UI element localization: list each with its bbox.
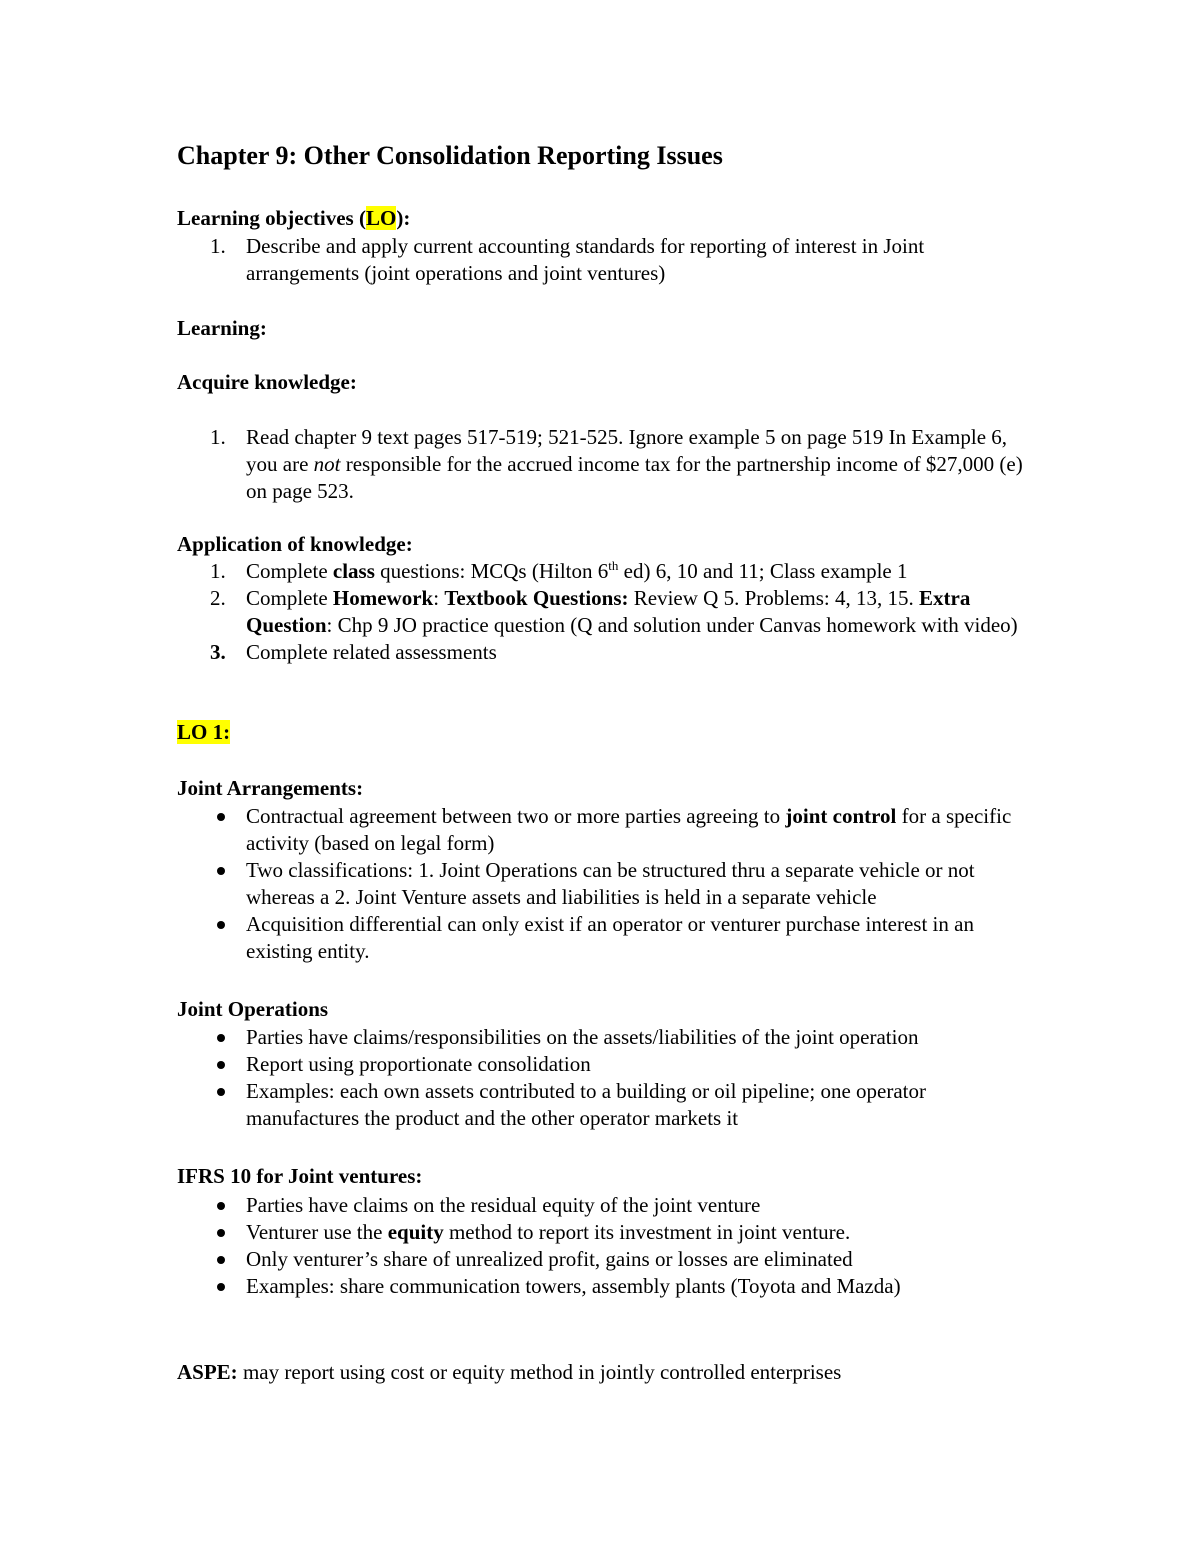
list-item: Only venturer’s share of unrealized profit, gains or losses are eliminated bbox=[177, 1246, 1037, 1273]
bullet-icon bbox=[217, 1256, 225, 1264]
joint-operations-list bbox=[177, 1024, 1037, 1132]
lo1-heading: LO 1: bbox=[177, 720, 231, 744]
bullet-icon bbox=[217, 1088, 225, 1096]
ifrs-joint-ventures-heading: IFRS 10 for Joint ventures: bbox=[177, 1164, 423, 1188]
learning-objectives-heading: Learning objectives (LO): bbox=[177, 206, 411, 230]
aspe-note: ASPE: may report using cost or equity method in jointly controlled enterprises bbox=[177, 1360, 842, 1384]
list-item: Parties have claims/responsibilities on the assets/liabilities of the joint operation bbox=[177, 1024, 1037, 1051]
list-item: Venturer use the equity method to report its investment in joint venture. bbox=[177, 1219, 1037, 1246]
list-item: Contractual agreement between two or more parties agreeing to joint control for a specific activity (based on legal form) bbox=[177, 803, 1037, 857]
joint-operations-heading: Joint Operations bbox=[177, 997, 329, 1021]
bullet-icon bbox=[217, 1229, 225, 1237]
acquire-knowledge-heading: Acquire knowledge: bbox=[177, 370, 357, 394]
list-item: 3. Complete related assessments bbox=[210, 640, 497, 664]
list-item: 1. Complete class questions: MCQs (Hilton 6th ed) 6, 10 and 11; Class example 1 bbox=[210, 558, 908, 583]
list-item: Examples: share communication towers, assembly plants (Toyota and Mazda) bbox=[177, 1273, 1037, 1300]
application-knowledge-heading: Application of knowledge: bbox=[177, 532, 413, 556]
joint-arrangements-list bbox=[177, 803, 1037, 965]
acquire-knowledge-list bbox=[177, 424, 1037, 505]
bullet-icon bbox=[217, 813, 225, 821]
ifrs-joint-ventures-list bbox=[177, 1192, 1037, 1300]
bullet-icon bbox=[217, 921, 225, 929]
learning-heading: Learning: bbox=[177, 316, 267, 340]
bullet-icon bbox=[217, 1034, 225, 1042]
list-item: Two classifications: 1. Joint Operations can be structured thru a separate vehicle or not whereas a 2. Joint Venture assets and liabilities is held in a separate vehicle bbox=[177, 857, 1037, 911]
bullet-icon bbox=[217, 1283, 225, 1291]
bullet-icon bbox=[217, 1061, 225, 1069]
list-item: Parties have claims on the residual equity of the joint venture bbox=[177, 1192, 1037, 1219]
page-title: Chapter 9: Other Consolidation Reporting Issues bbox=[177, 141, 723, 170]
list-item: Acquisition differential can only exist if an operator or venturer purchase interest in an existing entity. bbox=[177, 911, 1037, 965]
list-item: 1. Read chapter 9 text pages 517-519; 521-525. Ignore example 5 on page 519 In Example 6, you are not responsible for the accrued income tax for the partnership income of $27,000 (e) on page 523. bbox=[210, 425, 1023, 503]
list-item: Examples: each own assets contributed to a building or oil pipeline; one operator manufactures the product and the other operator markets it bbox=[177, 1078, 1037, 1132]
bullet-icon bbox=[217, 1202, 225, 1210]
list-item: 2. Complete Homework: Textbook Questions: Review Q 5. Problems: 4, 13, 15. Extra Question: Chp 9 JO practice question (Q and solution under Canvas homework with video) bbox=[210, 586, 1018, 637]
list-item: Report using proportionate consolidation bbox=[177, 1051, 1037, 1078]
bullet-icon bbox=[217, 867, 225, 875]
list-item: 1. Describe and apply current accounting standards for reporting of interest in Joint arrangements (joint operations and joint ventures) bbox=[210, 234, 925, 285]
joint-arrangements-heading: Joint Arrangements: bbox=[177, 776, 364, 800]
learning-objectives-list bbox=[177, 233, 1037, 287]
application-knowledge-list bbox=[177, 558, 1037, 666]
lo-highlight: LO bbox=[365, 206, 397, 230]
